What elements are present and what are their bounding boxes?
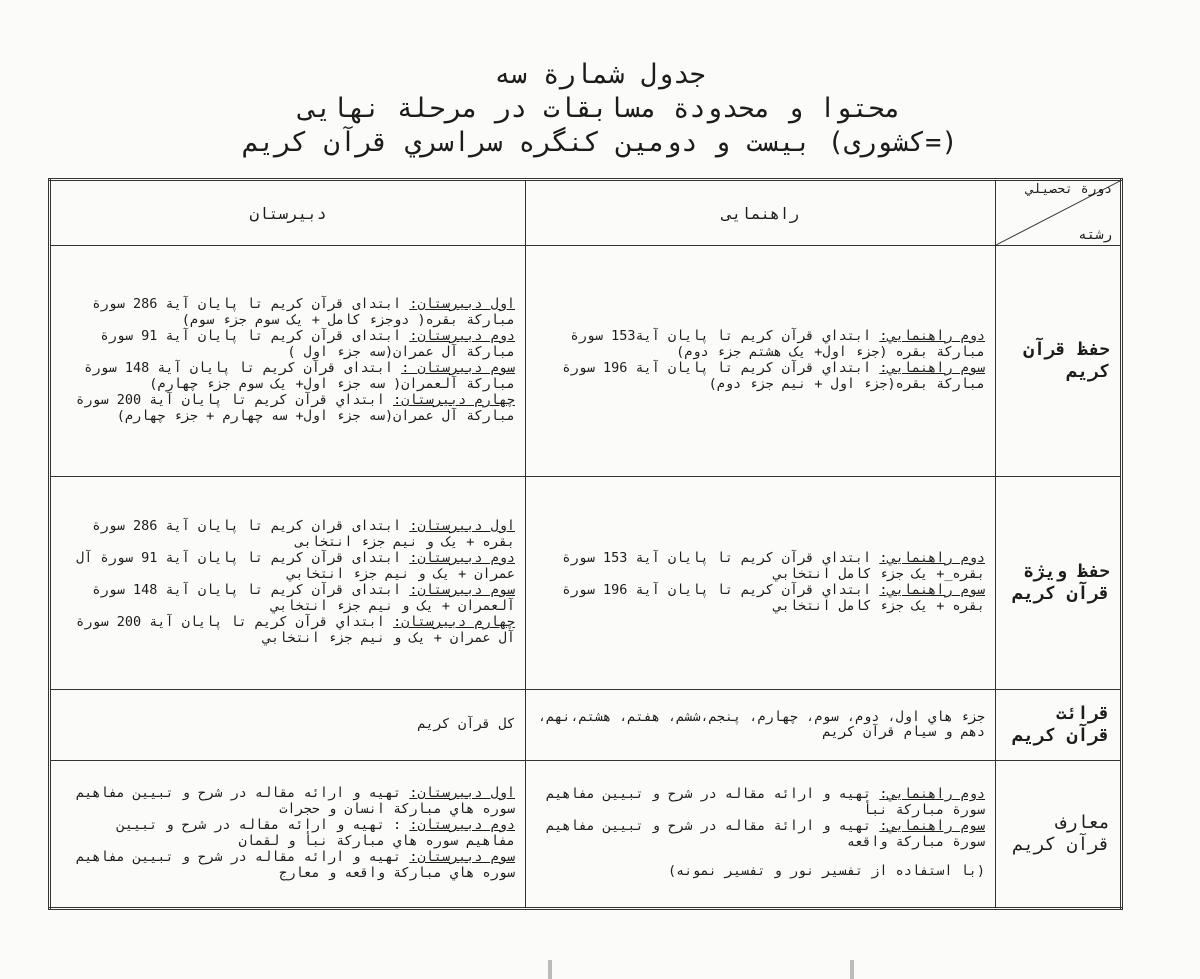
subject-cell: معارف قرآن کريم bbox=[996, 761, 1122, 909]
entry-text: ابتداي قرآن کريم تا پايان آية153 سورة مبارکة بقره (جزء اول+ يک هشتم جزء دوم) bbox=[570, 328, 985, 360]
competition-scope-table bbox=[48, 178, 1123, 910]
entry bbox=[61, 850, 515, 881]
entry-text: ابتدای قران کريم تا پايان آية 286 سورة بقره + يک و نيم جزء انتخابی bbox=[92, 518, 515, 550]
level-label: چهارم دبيرستان: bbox=[393, 392, 515, 408]
level-label: دوم راهنمايي: bbox=[879, 786, 985, 803]
level-label: سوم دبيرستان: bbox=[409, 849, 515, 865]
entry-text: ابتدای قرآن کريم تا پايان آية 286 سورة مبارکة بقره( دوجزء کامل + يک سوم جزء سوم) bbox=[92, 296, 515, 328]
subject-cell: حفظ قرآن کريم bbox=[996, 246, 1122, 477]
level-label: دوم راهنمايي: bbox=[879, 328, 985, 344]
middle-school-cell bbox=[526, 246, 996, 477]
entry bbox=[61, 361, 515, 392]
table-row bbox=[50, 246, 1122, 477]
entry bbox=[536, 361, 985, 392]
entry-text: تهيه و ارائة مقاله در شرح و تبيين مفاهيم سورة مبارکة واقعه bbox=[546, 818, 985, 850]
entry-text: ابتدای قرآن کريم تا پايان آية 148 سورة آلعمران + يک و نيم جزء انتخابي bbox=[92, 582, 515, 614]
level-label: اول دبيرستان: bbox=[409, 296, 515, 312]
level-label: سوم راهنمايي: bbox=[879, 818, 985, 835]
level-label: سوم دبيرستان : bbox=[401, 360, 515, 376]
corner-header-cell bbox=[996, 180, 1122, 246]
entry-text: تهيه و ارائه مقاله در شرح و تبيين مفاهيم سوره هاي مبارکة واقعه و معارج bbox=[76, 849, 515, 881]
entry bbox=[61, 818, 515, 849]
middle-school-cell bbox=[526, 761, 996, 909]
entry-text: : تهيه و ارائه مقاله در شرح و تبيين مفاهيم سوره هاي مبارکة نبأ و لقمان bbox=[116, 817, 515, 849]
entry bbox=[61, 329, 515, 360]
entry-text: ابتداي قرآن کريم تا پايان آية 153 سورة بقره_+ يک جزء کامل انتخابي bbox=[562, 550, 985, 582]
entry-text: ابتدای قرآن کريم تا پايان آية 148 سورة مبارکة آلعمران( سه جزء اول+ يک سوم جزء چهارم) bbox=[84, 360, 515, 392]
table-row bbox=[50, 761, 1122, 909]
entry bbox=[61, 551, 515, 582]
entry-text: ابتداي قرآن کريم تا پايان آية 196 سورة مبارکة بقره(جزء اول + نيم جزء دوم) bbox=[562, 360, 985, 392]
entry-text: ابتدای قرآن کريم تا پايان آية 91 سورة آل عمران + يک و نيم جزء انتخابي bbox=[76, 550, 515, 582]
middle-school-cell: جزء هاي اول، دوم، سوم، چهارم، پنجم،ششم، هفتم، هشتم،نهم، دهم و سيام قرآن کريم bbox=[526, 690, 996, 761]
level-label: سوم راهنمايي: bbox=[879, 360, 985, 376]
table-row bbox=[50, 477, 1122, 690]
corner-label-level: دورة تحصيلي bbox=[1025, 182, 1112, 197]
level-label: اول دبيرستان: bbox=[409, 518, 515, 534]
entry bbox=[61, 583, 515, 614]
scan-artifact bbox=[850, 960, 854, 979]
table-number-title: جدول شمارة سه bbox=[494, 59, 706, 90]
entry-text: ابتداي قرآن کريم تا پايان آية 196 سورة بقره + يک جزء کامل انتخابي bbox=[562, 582, 985, 614]
entry-text: تهيه و ارائه مقاله در شرح و تبيين مفاهيم سوره هاي مبارکة انسان و حجرات bbox=[76, 785, 515, 817]
entry bbox=[61, 297, 515, 328]
header-middle-school: راهنمايی bbox=[526, 180, 996, 246]
level-label: دوم دبيرستان: bbox=[409, 550, 515, 566]
header-high-school: دبيرستان bbox=[50, 180, 526, 246]
level-label: سوم راهنمايي: bbox=[879, 582, 985, 598]
entry bbox=[536, 583, 985, 614]
entry bbox=[61, 393, 515, 424]
source-note: (با استفاده از تفسير نور و تفسير نمونه) bbox=[668, 863, 985, 880]
high-school-cell bbox=[50, 477, 526, 690]
entry bbox=[536, 329, 985, 360]
middle-school-cell bbox=[526, 477, 996, 690]
high-school-cell bbox=[50, 761, 526, 909]
congress-title: (=کشوری) بيست و دومين کنگره سراسري قرآن کريم bbox=[242, 127, 958, 158]
table-header-row bbox=[50, 180, 1122, 246]
high-school-cell bbox=[50, 246, 526, 477]
subject-cell: حفظ ويژة قرآن کريم bbox=[996, 477, 1122, 690]
entry bbox=[536, 819, 985, 850]
subject-cell: قرائت قرآن کريم bbox=[996, 690, 1122, 761]
table-row bbox=[50, 690, 1122, 761]
entry bbox=[61, 786, 515, 817]
high-school-cell: کل قرآن کريم bbox=[50, 690, 526, 761]
entry-text: تهيه و ارائه مقاله در شرح و تبيين مفاهيم سورة مبارکة نبأ bbox=[546, 786, 985, 818]
table-subject-title: محتوا و محدودة مسابقات در مرحلة نهايی bbox=[299, 93, 901, 124]
entry bbox=[536, 551, 985, 582]
level-label: چهارم دبيرستان: bbox=[393, 614, 515, 630]
entry-text: ابتدای قرآن کريم تا پايان آية 91 سورة مبارکة آل عمران(سه جزء اول ) bbox=[100, 328, 515, 360]
corner-label-field: رشته bbox=[1078, 227, 1112, 243]
entry bbox=[61, 519, 515, 550]
scan-artifact bbox=[548, 960, 552, 979]
document-title-block bbox=[0, 58, 1200, 160]
level-label: اول دبيرستان: bbox=[409, 785, 515, 801]
entry bbox=[61, 615, 515, 646]
level-label: دوم راهنمايي: bbox=[879, 550, 985, 566]
level-label: سوم دبيرستان: bbox=[409, 582, 515, 598]
level-label: دوم دبيرستان: bbox=[409, 328, 515, 344]
level-label: دوم دبيرستان: bbox=[409, 817, 515, 833]
entry bbox=[536, 787, 985, 818]
entry-text: ابتداي قرآن کريم تا پايان آية 200 سورة آل عمران + يک و نيم جزء انتخابي bbox=[76, 614, 515, 646]
entry-text: ابتداي قرآن کريم تا پايان آية 200 سورة مبارکة آل عمران(سه جزء اول+ سه چهارم + جزء چهارم) bbox=[76, 392, 515, 424]
